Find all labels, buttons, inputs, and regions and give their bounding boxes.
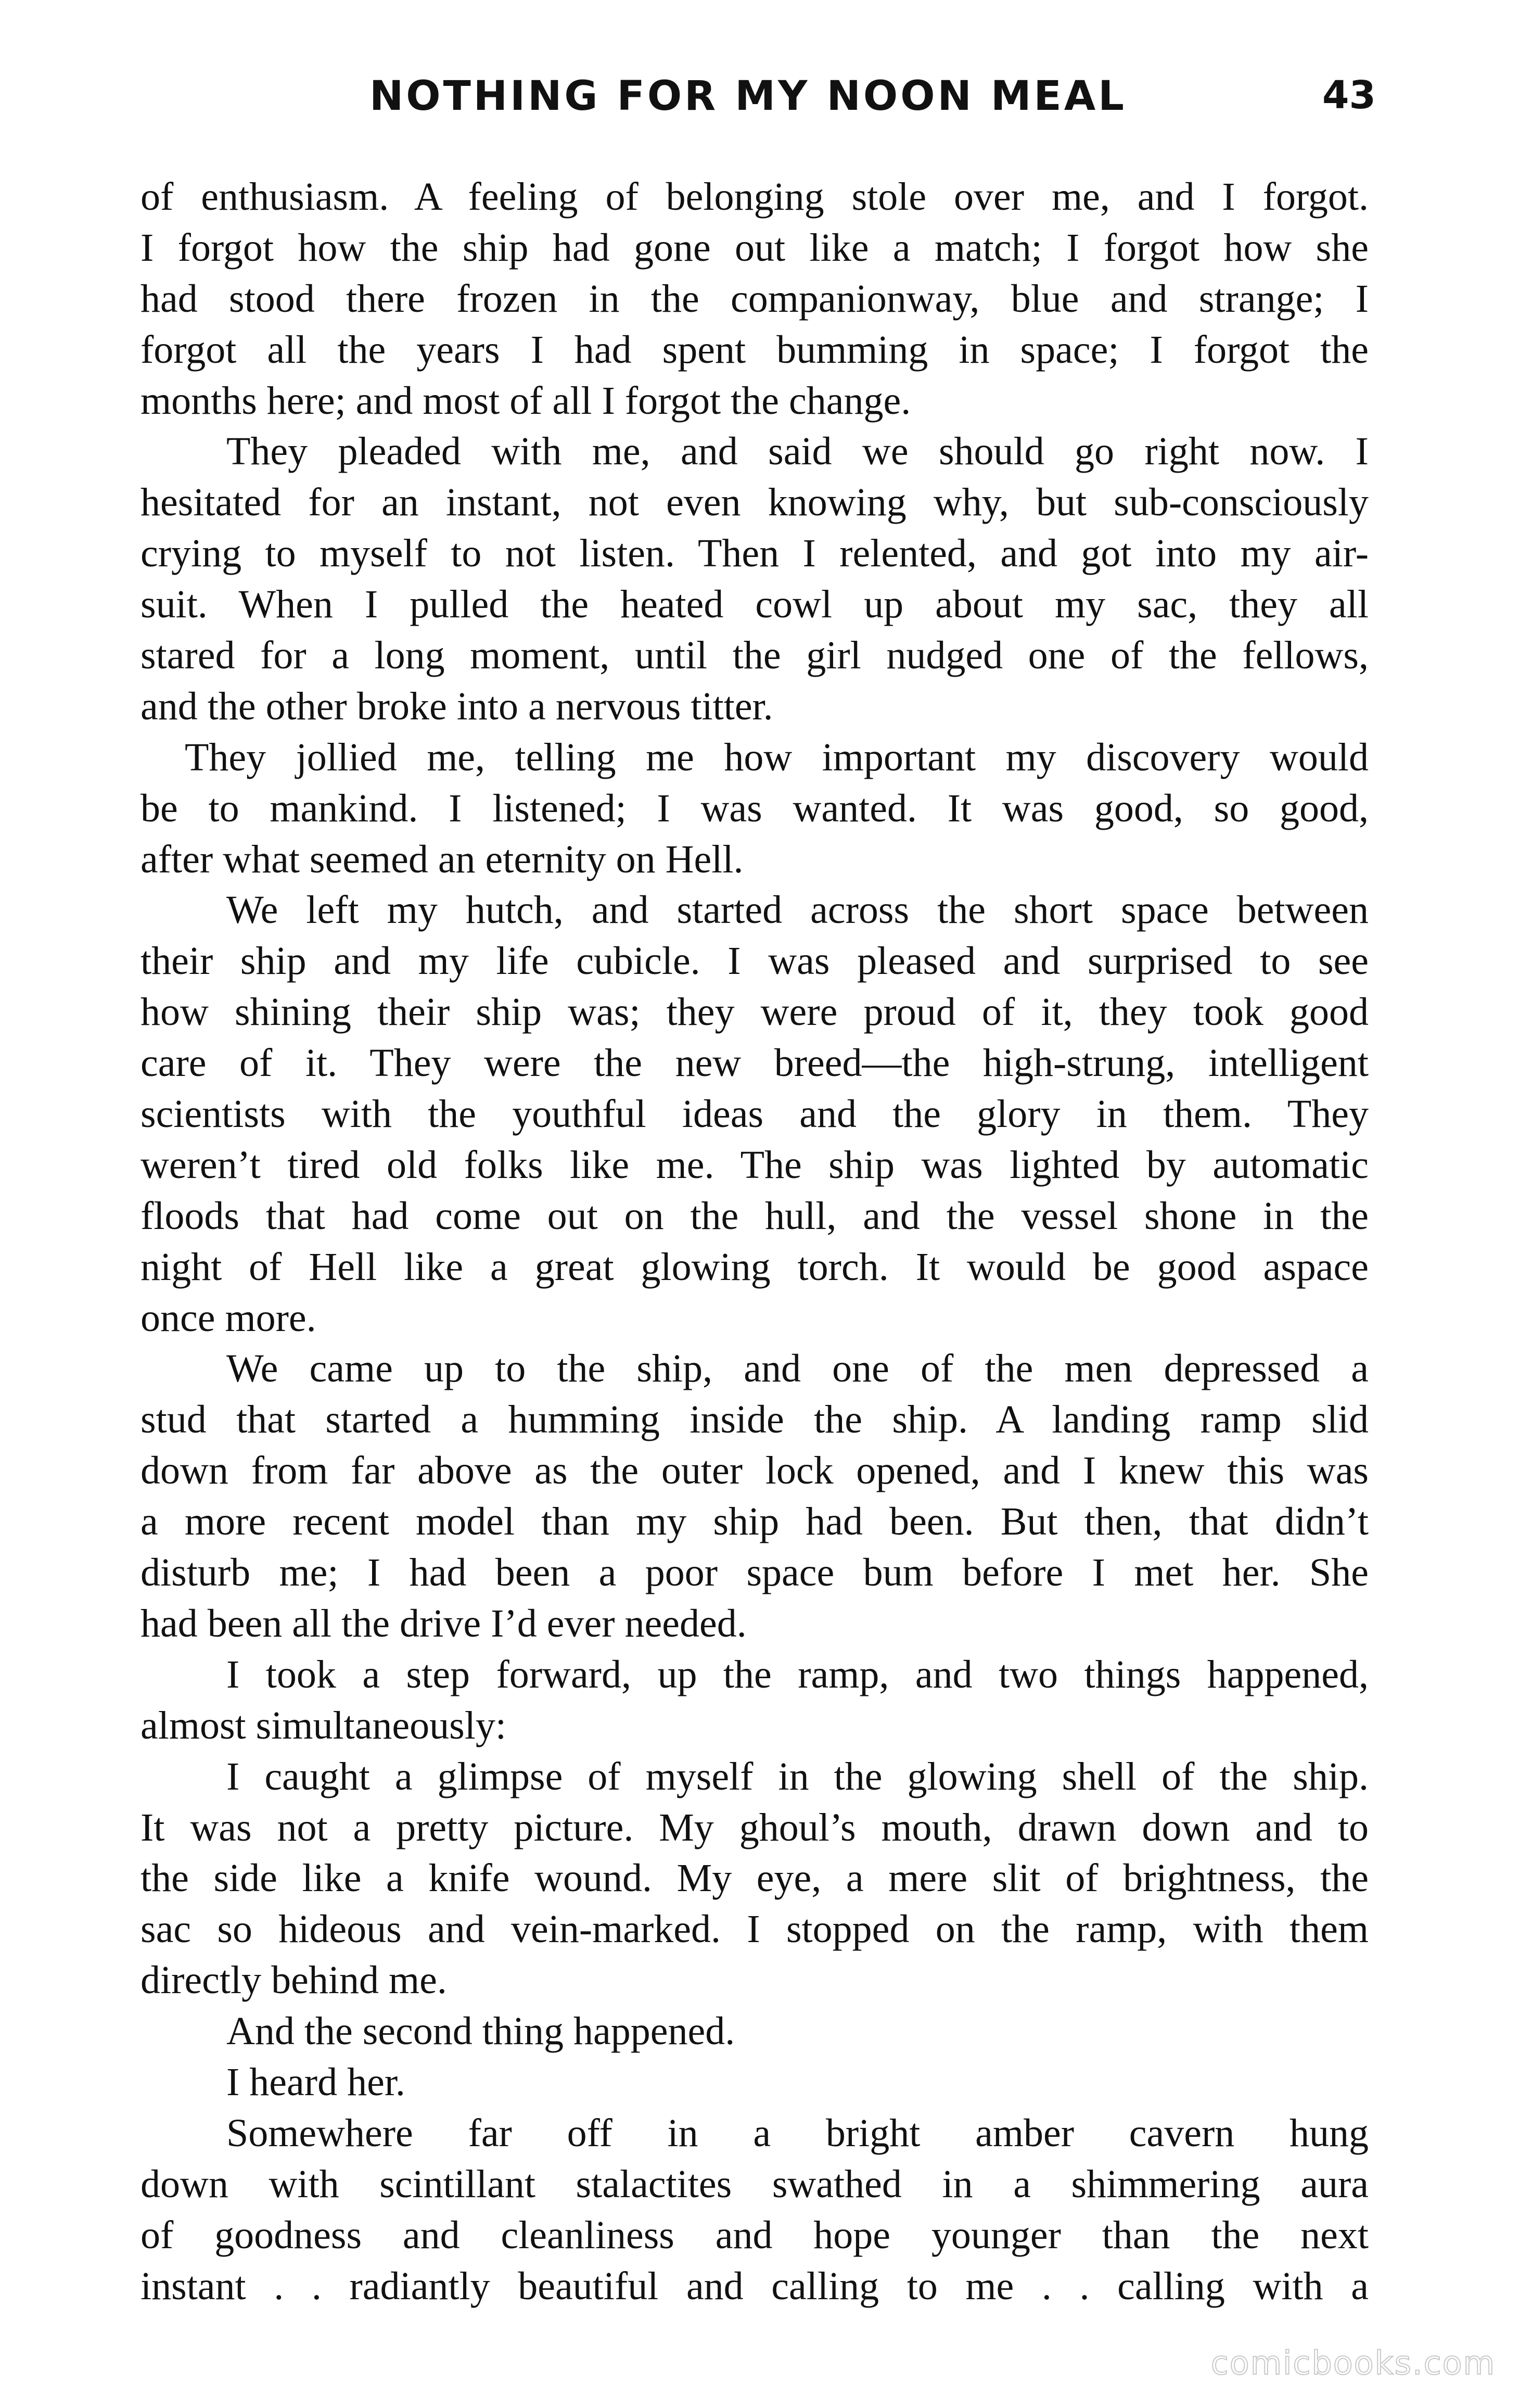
text-line: And the second thing happened. [226,2009,735,2054]
text-line: how shining their ship was; they were proud of it, they took good [141,990,1369,1034]
text-line: I caught a glimpse of myself in the glowing shell of the ship. [226,1754,1369,1798]
text-line: directly behind me. [141,1958,447,2003]
text-line: almost simultaneously: [141,1703,506,1747]
text-line: We left my hutch, and started across the short space between [226,888,1369,932]
text-line: I took a step forward, up the ramp, and two things happened, [226,1652,1369,1696]
text-line: months here; and most of all I forgot the change. [141,378,911,423]
text-line: night of Hell like a great glowing torch. It would be good aspace [141,1245,1369,1289]
text-line: and the other broke into a nervous titter. [141,684,773,728]
text-line: of goodness and cleanliness and hope younger than the next [141,2213,1369,2257]
text-line: the side like a knife wound. My eye, a mere slit of brightness, the [141,1856,1369,1900]
text-line: stud that started a humming inside the ship. A landing ramp slid [141,1398,1369,1442]
text-line: hesitated for an instant, not even knowing why, but sub-consciously [141,480,1369,525]
text-line: suit. When I pulled the heated cowl up about my sac, they all [141,582,1369,627]
text-line: their ship and my life cubicle. I was pleased and surprised to see [141,939,1369,983]
running-header [141,73,1376,130]
body-text [141,172,1369,2312]
text-line: weren’t tired old folks like me. The ship was lighted by automatic [141,1143,1369,1187]
text-line: I heard her. [226,2060,405,2104]
chapter-title: NOTHING FOR MY NOON MEAL [369,73,1127,120]
text-line: sac so hideous and vein-marked. I stopped on the ramp, with them [141,1907,1369,1951]
text-line: a more recent model than my ship had been. But then, that didn’t [141,1500,1369,1544]
text-line: care of it. They were the new breed—the high-strung, intelligent [141,1041,1369,1085]
text-line: of enthusiasm. A feeling of belonging stole over me, and I forgot. [141,175,1369,219]
text-line: down with scintillant stalactites swathed in a shimmering aura [141,2162,1369,2206]
text-line: once more. [141,1296,316,1340]
text-line: down from far above as the outer lock opened, and I knew this was [141,1449,1369,1493]
text-line: instant . . radiantly beautiful and calling to me . . calling with a [141,2264,1369,2308]
text-line: had stood there frozen in the companionway, blue and strange; I [141,276,1369,321]
text-line: stared for a long moment, until the girl nudged one of the fellows, [141,633,1369,678]
text-line: We came up to the ship, and one of the men depressed a [226,1347,1369,1391]
watermark: comicbooks.com [1210,2344,1496,2382]
page-number: 43 [1322,73,1376,118]
text-line: floods that had come out on the hull, and the vessel shone in the [141,1194,1369,1238]
text-line: They jollied me, telling me how important my discovery would [185,735,1369,779]
text-line: be to mankind. I listened; I was wanted. It was good, so good, [141,786,1369,830]
text-line: They pleaded with me, and said we should go right now. I [226,429,1369,474]
text-line: It was not a pretty picture. My ghoul’s mouth, drawn down and to [141,1805,1369,1849]
text-line: scientists with the youthful ideas and the glory in them. They [141,1092,1369,1136]
text-line: forgot all the years I had spent bumming in space; I forgot the [141,327,1369,372]
text-line: after what seemed an eternity on Hell. [141,837,744,881]
text-line: had been all the drive I’d ever needed. [141,1601,747,1645]
text-line: disturb me; I had been a poor space bum before I met her. She [141,1551,1369,1595]
text-line: I forgot how the ship had gone out like a match; I forgot how she [141,225,1369,270]
text-line: Somewhere far off in a bright amber cavern hung [226,2111,1369,2155]
text-line: crying to myself to not listen. Then I relented, and got into my air- [141,531,1369,576]
